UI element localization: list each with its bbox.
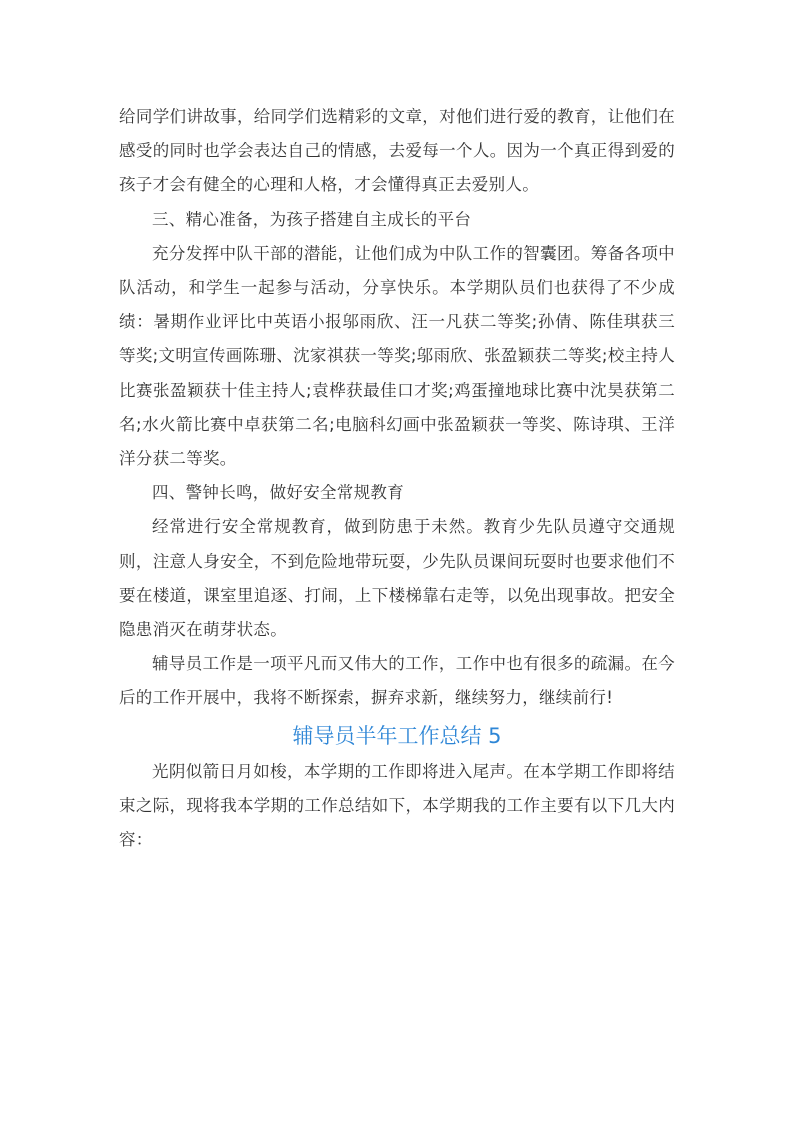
paragraph-summary-intro: 光阴似箭日月如梭，本学期的工作即将进入尾声。在本学期工作即将结束之际，现将我本学期的工作总结如下，本学期我的工作主要有以下几大内容：	[119, 761, 675, 850]
paragraph-continued-story: 给同学们讲故事，给同学们选精彩的文章，对他们进行爱的教育，让他们在感受的同时也学会表达自己的情感，去爱每一个人。因为一个真正得到爱的孩子才会有健全的心理和人格，才会懂得真正去爱别人。	[119, 107, 675, 195]
paragraph-safety-education: 经常进行安全常规教育，做到防患于未然。教育少先队员遵守交通规则，注意人身安全，不到危险地带玩耍，少先队员课间玩耍时也要求他们不要在楼道，课室里追逐、打闹，上下楼梯靠右走等，以免出现事故。把安全隐患消灭在萌芽状态。	[119, 517, 675, 640]
paragraph-conclusion: 辅导员工作是一项平凡而又伟大的工作，工作中也有很多的疏漏。在今后的工作开展中，我将不断探索，摒弃求新，继续努力，继续前行!	[119, 654, 675, 708]
document-body	[119, 100, 675, 857]
subheading-three-preparation: 三、精心准备，为孩子搭建自主成长的平台	[152, 209, 472, 229]
paragraph-squad-achievements: 充分发挥中队干部的潜能，让他们成为中队工作的智囊团。筹备各项中队活动，和学生一起参与活动，分享快乐。本学期队员们也获得了不少成绩：暑期作业评比中英语小报邬雨欣、汪一凡获二等奖;孙倩、陈佳琪获三等奖;文明宣传画陈珊、沈家祺获一等奖;邬雨欣、张盈颖获二等奖;校主持人比赛张盈颖获十佳主持人;袁桦获最佳口才奖;鸡蛋撞地球比赛中沈昊获第二名;水火箭比赛中卓获第二名;电脑科幻画中张盈颖获一等奖、陈诗琪、王洋洋分获二等奖。	[119, 243, 675, 469]
subheading-four-safety: 四、警钟长鸣，做好安全常规教育	[152, 483, 404, 503]
section-title: 辅导员半年工作总结 5	[292, 723, 502, 748]
